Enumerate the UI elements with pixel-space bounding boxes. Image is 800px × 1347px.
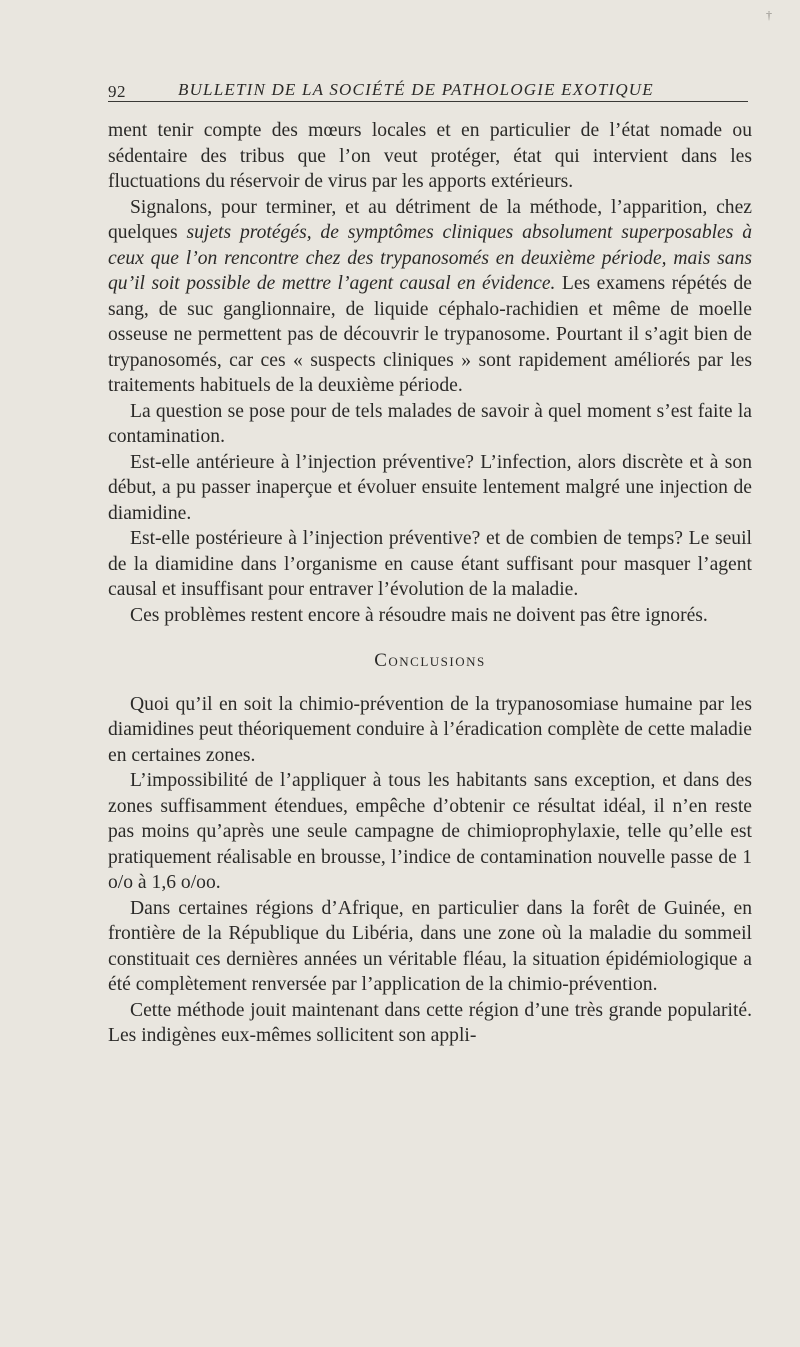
paragraph: La question se pose pour de tels malades de savoir à quel moment s’est faite la contamination. <box>108 400 752 447</box>
paragraph: ment tenir compte des mœurs locales et en particulier de l’état nomade ou sédentaire des tribus que l’on veut protéger, état qui intervient dans les fluctuations du réservoir de virus par les apports extérieurs. <box>108 120 752 192</box>
paragraph: Est-elle postérieure à l’injection préventive? et de combien de temps? Le seuil de la diamidine dans l’organisme en cause étant suffisant pour masquer l’agent causal et insuffisant pour entraver l’évolution de la maladie. <box>108 528 752 600</box>
paragraph: Quoi qu’il en soit la chimio-prévention de la trypanosomiase humaine par les diamidines peut théoriquement conduire à l’éradication complète de cette maladie en certaines zones. <box>108 693 752 766</box>
page-number: 92 <box>108 82 126 101</box>
paragraph: Cette méthode jouit maintenant dans cette région d’une très grande popularité. Les indigènes eux-mêmes sollicitent son appli- <box>108 999 752 1046</box>
journal-title: BULLETIN DE LA SOCIÉTÉ DE PATHOLOGIE EXOTIQUE <box>178 80 654 99</box>
paragraph: Ces problèmes restent encore à résoudre mais ne doivent pas être ignorés. <box>130 604 708 626</box>
italic-passage: sujets protégés, de symptômes cliniques absolument superposables à ceux que l’on rencontre chez des trypanosomés en deuxième période, mais sans qu’il soit possible de mettre l’agent causal en évidence. <box>108 222 752 294</box>
running-header <box>108 78 748 100</box>
section-heading: Conclusions <box>374 650 486 671</box>
paragraph-text: Signalons, pour terminer, et au détriment de la méthode, l’apparition, chez quelques <box>108 196 752 243</box>
paragraph: Est-elle antérieure à l’injection préventive? L’infection, alors discrète et à son début, a pu passer inaperçue et évoluer ensuite lentement malgré une injection de diamidine. <box>108 451 752 524</box>
paragraph-text: Les examens répétés de sang, de suc ganglionnaire, de liquide céphalo-rachidien et même de moelle osseuse ne permettent pas de découvrir le trypanosome. Pourtant il s’agit bien de trypanosomés, car ces « suspects cliniques » sont rapidement améliorés par les traitements habituels de la deuxième période. <box>108 273 752 396</box>
corner-mark: † <box>766 8 772 22</box>
paragraph <box>108 195 752 399</box>
paragraph: Dans certaines régions d’Afrique, en particulier dans la forêt de Guinée, en frontière de la République du Libéria, dans une zone où la maladie du sommeil constituait ces dernières années un véritable fléau, la situation épidémiologique a été complètement renversée par l’application de la chimio-prévention. <box>108 897 752 995</box>
body-text <box>108 118 752 1049</box>
paragraph: L’impossibilité de l’appliquer à tous les habitants sans exception, et dans des zones suffisamment étendues, empêche d’obtenir ce résultat idéal, il n’en reste pas moins qu’après une seule campagne de chimioprophylaxie, telle qu’elle est pratiquement réalisable en brousse, l’indice de contamination nouvelle passe de 1 o/o à 1,6 o/oo. <box>108 770 752 893</box>
header-rule <box>108 101 748 102</box>
